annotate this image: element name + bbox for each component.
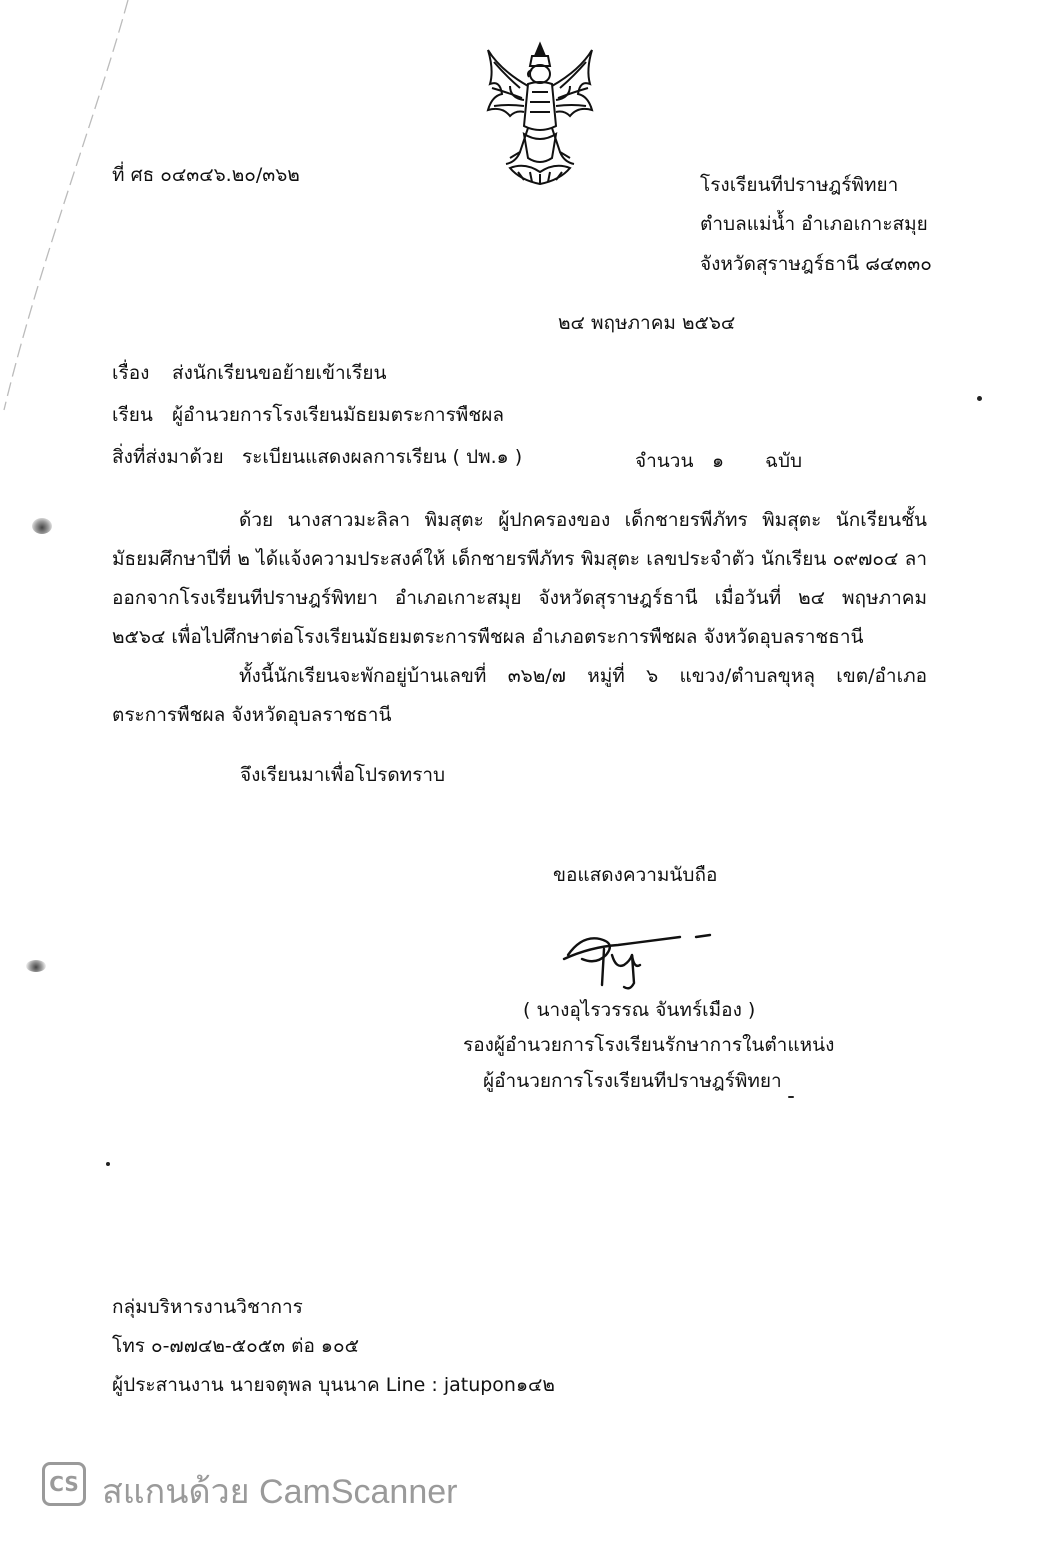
enclosure-unit: ฉบับ [765, 450, 803, 472]
speck-mark [788, 1096, 794, 1098]
to-label: เรียน [112, 404, 153, 426]
footer-coordinator: ผู้ประสานงาน นายจตุพล บุนนาค Line : jatupon๑๔๒ [112, 1374, 555, 1396]
speck-mark [106, 1162, 110, 1166]
camscanner-watermark-text: สแกนด้วย CamScanner [102, 1473, 458, 1511]
document-date: ๒๔ พฤษภาคม ๒๕๖๔ [558, 312, 736, 334]
document-number: ที่ ศธ ๐๔๓๔๖.๒๐/๓๖๒ [112, 164, 300, 186]
body-p1-text: ด้วย นางสาวมะลิลา พิมสุตะ ผู้ปกครองของ เด็กชายรพีภัทร พิมสุตะ นักเรียนชั้นมัธยมศึกษาปีที่ ๒ ได้แจ้งความประสงค์ให้ เด็กชายรพีภัทร พิมสุตะ เลขประจำตัว นักเรียน ๐๙๗๐๔ ลาออกจากโรงเรียนทีปราษฎร์พิทยา อำเภอเกาะสมุย จังหวัดสุราษฎร์ธานี เมื่อวันที่ ๒๔ พฤษภาคม ๒๕๖๔ เพื่อไปศึกษาต่อโรงเรียนมัธยมตระการพืชผล อำเภอตระการพืชผล จังหวัดอุบลราชธานี [112, 509, 927, 648]
signatory-position-1: รองผู้อำนวยการโรงเรียนรักษาการในตำแหน่ง [463, 1034, 835, 1056]
footer-phone: โทร ๐-๗๗๔๒-๕๐๕๓ ต่อ ๑๐๕ [112, 1335, 359, 1357]
subject-text: ส่งนักเรียนขอย้ายเข้าเรียน [172, 362, 387, 384]
signatory-name: ( นางอุไรวรรณ จันทร์เมือง ) [523, 999, 756, 1021]
enclosure-count: ๑ [712, 450, 725, 472]
school-address-line2: ตำบลแม่น้ำ อำเภอเกาะสมุย [700, 213, 928, 235]
enclosure-count-label: จำนวน [635, 450, 694, 472]
camscanner-logo-icon: CS [42, 1462, 86, 1506]
subject-label: เรื่อง [112, 362, 150, 384]
handwritten-signature [560, 925, 720, 995]
school-address-line1: โรงเรียนทีปราษฎร์พิทยา [700, 174, 899, 196]
body-paragraph-2 [112, 657, 927, 735]
body-p2-text: ทั้งนี้นักเรียนจะพักอยู่บ้านเลขที่ ๓๖๒/๗ หมู่ที่ ๖ แขวง/ตำบลขุหลุ เขต/อำเภอตระการพืชผล จังหวัดอุบลราชธานี [112, 665, 927, 726]
body-paragraph-1 [112, 501, 927, 657]
closing-text: ขอแสดงความนับถือ [553, 864, 718, 886]
footer-department: กลุ่มบริหารงานวิชาการ [112, 1296, 303, 1318]
scan-artifact-line [0, 0, 140, 420]
speck-mark [977, 396, 982, 401]
garuda-emblem-icon [480, 40, 600, 190]
to-text: ผู้อำนวยการโรงเรียนมัธยมตระการพืชผล [172, 404, 504, 426]
signatory-position-2: ผู้อำนวยการโรงเรียนทีปราษฎร์พิทยา [483, 1070, 782, 1092]
enclosure-label: สิ่งที่ส่งมาด้วย [112, 446, 224, 468]
enclosure-text: ระเบียนแสดงผลการเรียน ( ปพ.๑ ) [242, 446, 523, 468]
body-paragraph-3: จึงเรียนมาเพื่อโปรดทราบ [240, 764, 446, 786]
punch-hole-mark [26, 960, 46, 972]
punch-hole-mark [32, 518, 52, 534]
school-address-line3: จังหวัดสุราษฎร์ธานี ๘๔๓๓๐ [700, 253, 932, 275]
